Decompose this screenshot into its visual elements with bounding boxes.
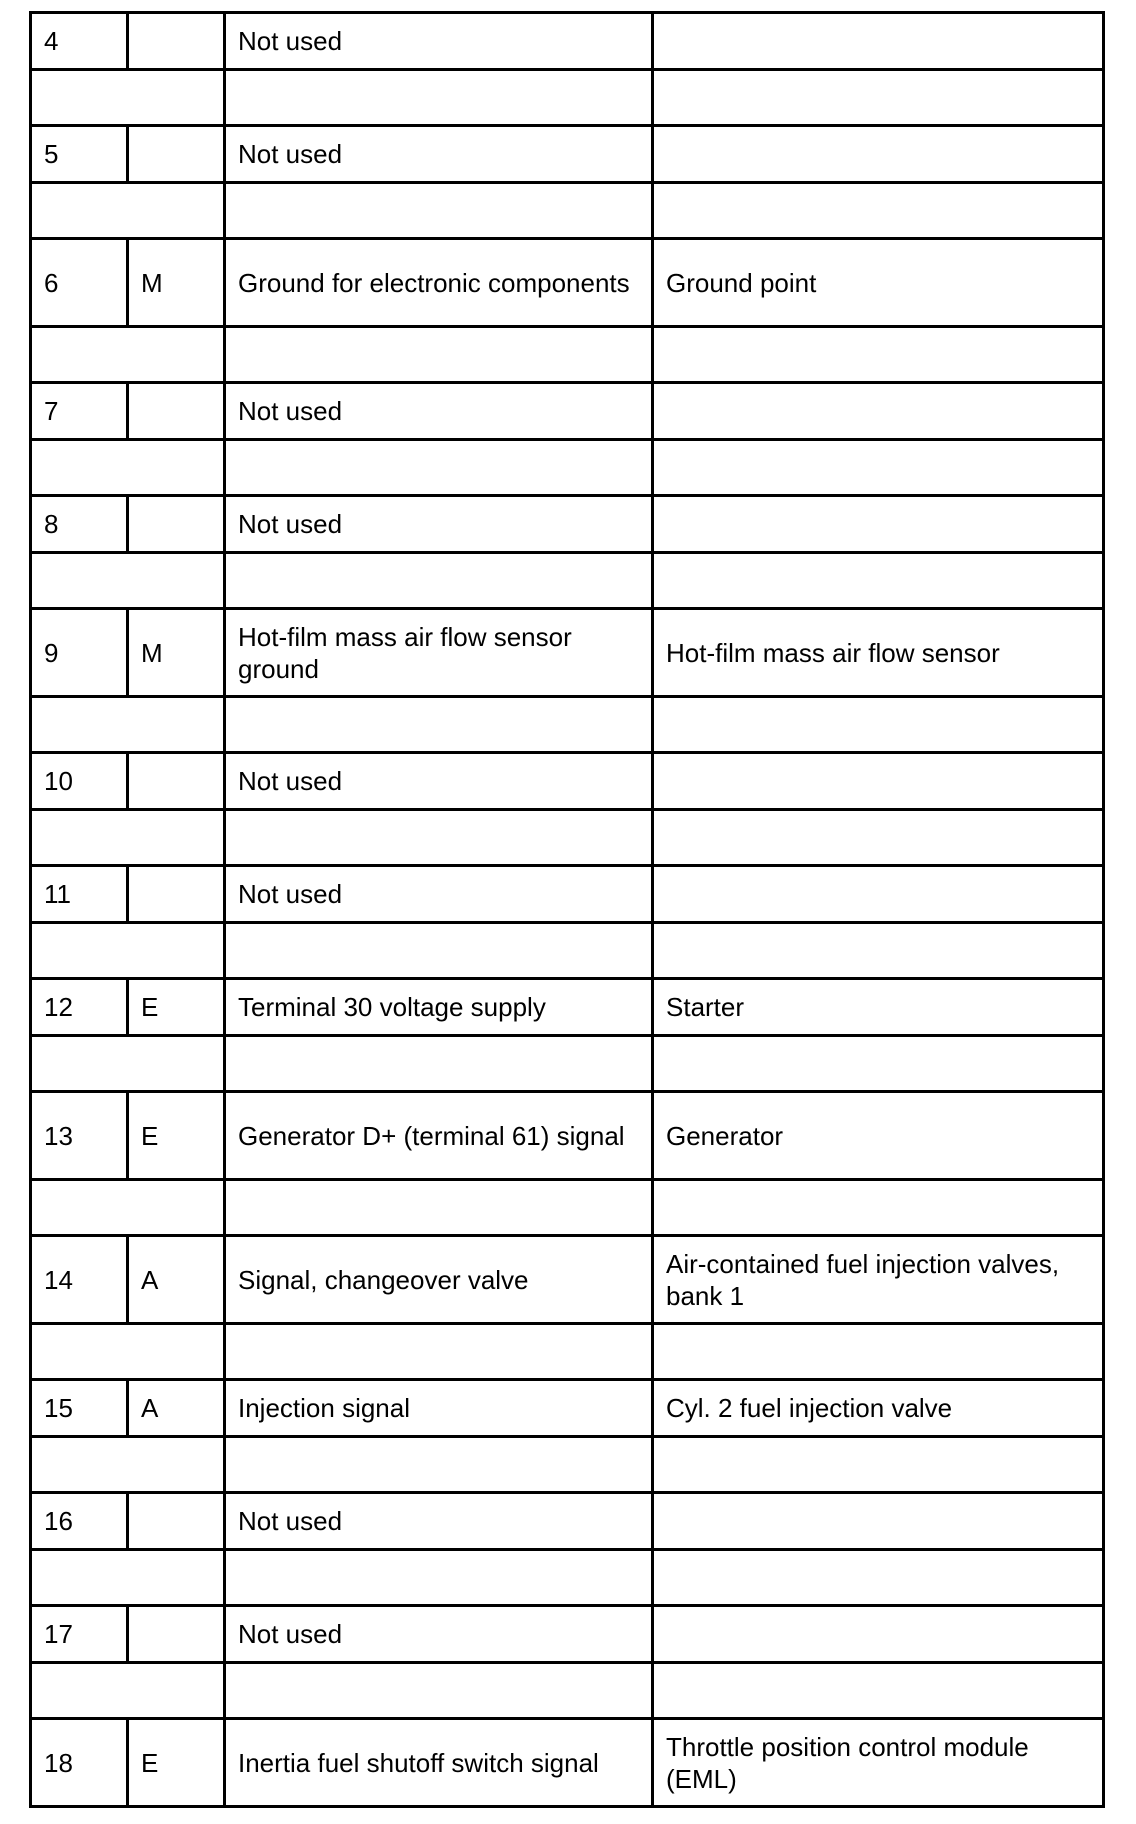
spacer-cell: [653, 1180, 1104, 1236]
spacer-row: [31, 1550, 1104, 1606]
spacer-row: [31, 553, 1104, 609]
table-row: [31, 1092, 1104, 1180]
table-row: [31, 496, 1104, 553]
pin-cell: 9: [31, 609, 128, 697]
spacer-row: [31, 440, 1104, 496]
function-cell: Not used: [225, 496, 653, 553]
component-cell: Cyl. 2 fuel injection valve: [653, 1380, 1104, 1437]
spacer-cell: [31, 697, 225, 753]
spacer-cell: [31, 70, 225, 126]
table-row: [31, 239, 1104, 327]
pin-cell: 7: [31, 383, 128, 440]
spacer-cell: [31, 1036, 225, 1092]
spacer-cell: [225, 1550, 653, 1606]
pin-cell: 15: [31, 1380, 128, 1437]
type-cell: [128, 1606, 225, 1663]
component-cell: Air-contained fuel injection valves, bank 1: [653, 1236, 1104, 1324]
type-cell: A: [128, 1236, 225, 1324]
spacer-cell: [31, 1324, 225, 1380]
spacer-cell: [653, 553, 1104, 609]
spacer-row: [31, 810, 1104, 866]
spacer-cell: [653, 1324, 1104, 1380]
spacer-cell: [225, 810, 653, 866]
type-cell: E: [128, 1092, 225, 1180]
spacer-cell: [31, 183, 225, 239]
component-cell: Generator: [653, 1092, 1104, 1180]
spacer-cell: [225, 697, 653, 753]
pin-cell: 6: [31, 239, 128, 327]
pin-cell: 13: [31, 1092, 128, 1180]
function-cell: Not used: [225, 383, 653, 440]
component-cell: [653, 126, 1104, 183]
type-cell: M: [128, 609, 225, 697]
spacer-row: [31, 1180, 1104, 1236]
spacer-row: [31, 1324, 1104, 1380]
pin-cell: 5: [31, 126, 128, 183]
spacer-cell: [225, 1036, 653, 1092]
function-cell: Not used: [225, 13, 653, 70]
component-cell: [653, 496, 1104, 553]
spacer-cell: [31, 1550, 225, 1606]
type-cell: [128, 383, 225, 440]
table-row: [31, 1719, 1104, 1807]
spacer-cell: [653, 810, 1104, 866]
spacer-cell: [653, 1036, 1104, 1092]
pin-cell: 4: [31, 13, 128, 70]
pin-cell: 14: [31, 1236, 128, 1324]
function-cell: Ground for electronic components: [225, 239, 653, 327]
component-cell: Hot-film mass air flow sensor: [653, 609, 1104, 697]
spacer-cell: [653, 923, 1104, 979]
function-cell: Not used: [225, 1606, 653, 1663]
spacer-cell: [225, 440, 653, 496]
table-row: [31, 1606, 1104, 1663]
spacer-cell: [653, 327, 1104, 383]
spacer-row: [31, 1036, 1104, 1092]
pin-cell: 18: [31, 1719, 128, 1807]
type-cell: [128, 496, 225, 553]
table-row: [31, 1236, 1104, 1324]
component-cell: [653, 753, 1104, 810]
pin-cell: 10: [31, 753, 128, 810]
spacer-cell: [31, 1180, 225, 1236]
table-row: [31, 13, 1104, 70]
type-cell: E: [128, 1719, 225, 1807]
type-cell: [128, 126, 225, 183]
table-row: [31, 753, 1104, 810]
spacer-cell: [31, 327, 225, 383]
type-cell: M: [128, 239, 225, 327]
type-cell: A: [128, 1380, 225, 1437]
spacer-cell: [31, 923, 225, 979]
pin-cell: 17: [31, 1606, 128, 1663]
function-cell: Not used: [225, 126, 653, 183]
spacer-cell: [653, 440, 1104, 496]
spacer-cell: [225, 327, 653, 383]
spacer-cell: [225, 553, 653, 609]
function-cell: Generator D+ (terminal 61) signal: [225, 1092, 653, 1180]
spacer-row: [31, 327, 1104, 383]
spacer-cell: [225, 1180, 653, 1236]
type-cell: [128, 753, 225, 810]
spacer-cell: [31, 1437, 225, 1493]
spacer-row: [31, 1437, 1104, 1493]
spacer-cell: [31, 810, 225, 866]
spacer-cell: [653, 1437, 1104, 1493]
table-row: [31, 979, 1104, 1036]
component-cell: Throttle position control module (EML): [653, 1719, 1104, 1807]
pin-cell: 11: [31, 866, 128, 923]
type-cell: [128, 1493, 225, 1550]
spacer-cell: [31, 1663, 225, 1719]
function-cell: Hot-film mass air flow sensor ground: [225, 609, 653, 697]
component-cell: Ground point: [653, 239, 1104, 327]
spacer-cell: [225, 70, 653, 126]
table-row: [31, 1380, 1104, 1437]
spacer-cell: [225, 1437, 653, 1493]
component-cell: Starter: [653, 979, 1104, 1036]
table-row: [31, 609, 1104, 697]
component-cell: [653, 1606, 1104, 1663]
component-cell: [653, 866, 1104, 923]
type-cell: E: [128, 979, 225, 1036]
component-cell: [653, 1493, 1104, 1550]
function-cell: Not used: [225, 866, 653, 923]
spacer-cell: [225, 923, 653, 979]
spacer-cell: [31, 440, 225, 496]
function-cell: Injection signal: [225, 1380, 653, 1437]
spacer-cell: [225, 1324, 653, 1380]
pin-cell: 12: [31, 979, 128, 1036]
function-cell: Terminal 30 voltage supply: [225, 979, 653, 1036]
component-cell: [653, 13, 1104, 70]
function-cell: Signal, changeover valve: [225, 1236, 653, 1324]
function-cell: Not used: [225, 1493, 653, 1550]
function-cell: Not used: [225, 753, 653, 810]
spacer-cell: [653, 183, 1104, 239]
spacer-cell: [653, 1550, 1104, 1606]
type-cell: [128, 13, 225, 70]
spacer-cell: [225, 1663, 653, 1719]
spacer-row: [31, 923, 1104, 979]
table-row: [31, 126, 1104, 183]
pin-cell: 16: [31, 1493, 128, 1550]
spacer-cell: [31, 553, 225, 609]
table-row: [31, 1493, 1104, 1550]
pin-cell: 8: [31, 496, 128, 553]
spacer-cell: [653, 1663, 1104, 1719]
spacer-cell: [653, 697, 1104, 753]
component-cell: [653, 383, 1104, 440]
type-cell: [128, 866, 225, 923]
spacer-row: [31, 697, 1104, 753]
spacer-row: [31, 183, 1104, 239]
function-cell: Inertia fuel shutoff switch signal: [225, 1719, 653, 1807]
spacer-row: [31, 70, 1104, 126]
pin-assignment-table: [29, 11, 1105, 1808]
table-row: [31, 866, 1104, 923]
spacer-row: [31, 1663, 1104, 1719]
spacer-cell: [225, 183, 653, 239]
table-row: [31, 383, 1104, 440]
spacer-cell: [653, 70, 1104, 126]
